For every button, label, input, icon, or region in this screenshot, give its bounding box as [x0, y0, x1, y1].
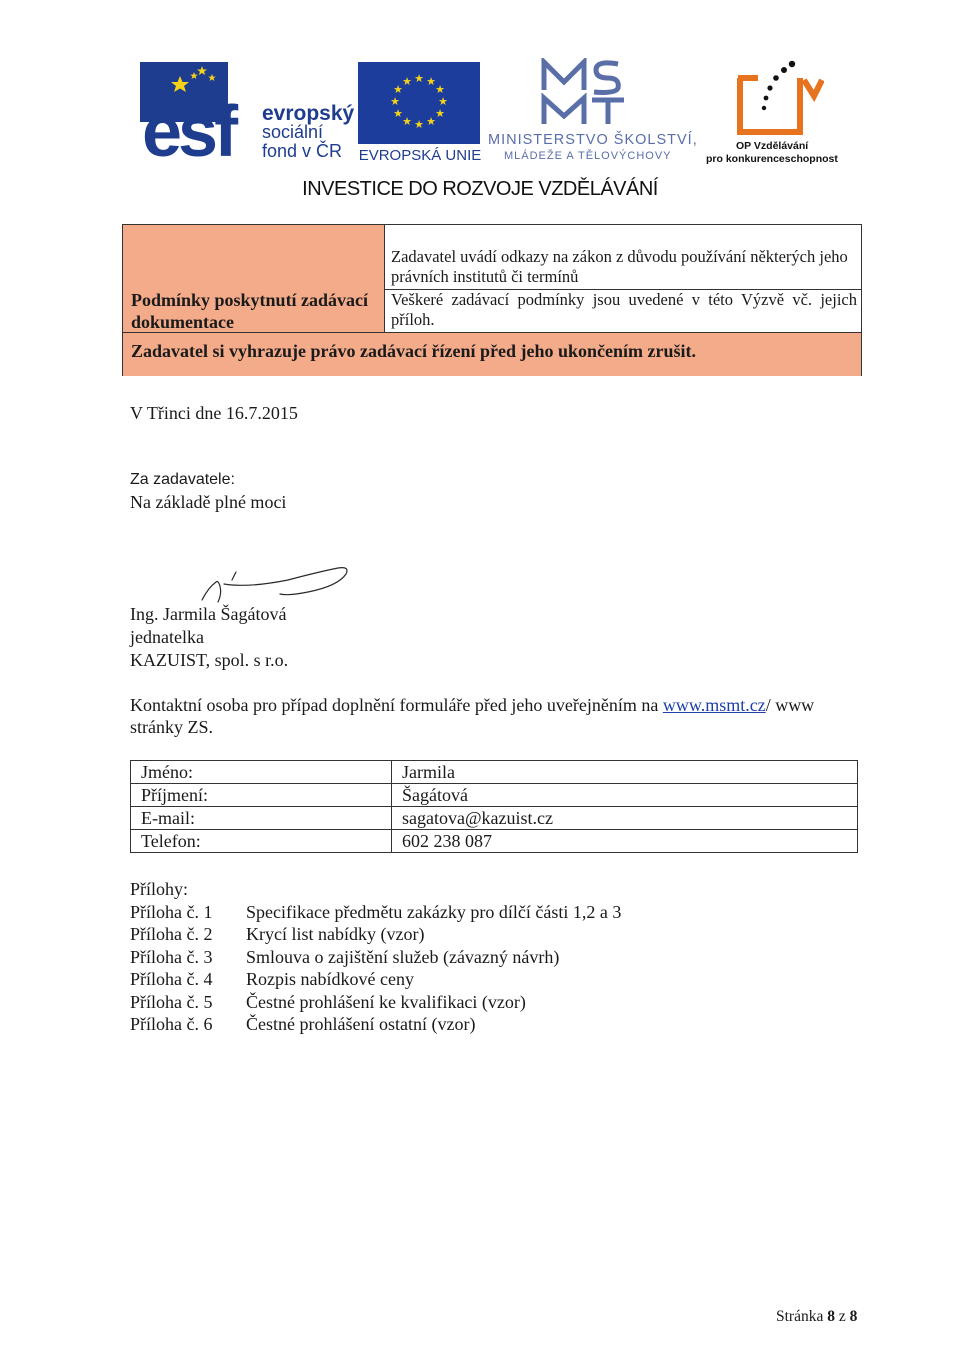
svg-text:★: ★ [414, 72, 424, 85]
eu-logo [358, 62, 482, 162]
contact-intro [130, 694, 862, 738]
table-row [131, 784, 858, 807]
op-line-1: OP Vzdělávání [736, 140, 809, 152]
svg-text:★: ★ [390, 95, 400, 108]
msmt-link[interactable]: www.msmt.cz [662, 695, 766, 715]
attachment-text: Čestné prohlášení ostatní (vzor) [246, 1014, 476, 1034]
contact-value: Šagátová [392, 784, 858, 807]
place-date: V Třinci dne 16.7.2015 [130, 403, 298, 423]
attachment-label: Příloha č. 5 [130, 991, 213, 1012]
attachment-text: Čestné prohlášení ke kvalifikaci (vzor) [246, 991, 526, 1012]
svg-text:★: ★ [393, 107, 403, 120]
attachment-text: Smlouva o zajištění služeb (závazný návrh) [246, 946, 560, 967]
attachment-text: Krycí list nabídky (vzor) [246, 924, 425, 944]
conditions-footer-cell [123, 332, 861, 376]
attachment-label: Příloha č. 2 [130, 924, 213, 944]
attachment-label: Příloha č. 6 [130, 1014, 213, 1034]
svg-text:★: ★ [426, 75, 436, 88]
msmt-line-1: MINISTERSTVO ŠKOLSTVÍ, [488, 132, 698, 148]
eu-label: EVROPSKÁ UNIE [358, 147, 482, 164]
signatory-name: Ing. Jarmila Šagátová [130, 604, 287, 624]
attachment-label: Příloha č. 1 [130, 901, 213, 922]
page-footer-prefix: Stránka [776, 1308, 828, 1325]
conditions-table [122, 224, 862, 376]
esf-line-3: fond v ČR [262, 141, 343, 161]
list-item [130, 901, 621, 924]
esf-line-2: sociální [262, 122, 324, 142]
contact-label: E-mail: [131, 807, 392, 830]
eu-flag-icon [358, 62, 480, 144]
op-line-2: pro konkurenceschopnost [706, 153, 838, 165]
page-number: 8 [827, 1308, 835, 1325]
contact-label: Jméno: [131, 761, 392, 784]
attachment-text: Specifikace předmětu zakázky pro dílčí části 1,2 a 3 [246, 901, 622, 922]
esf-logo [140, 62, 355, 172]
page-total: 8 [849, 1308, 858, 1325]
attachment-label: Příloha č. 3 [130, 946, 213, 967]
conditions-label: Podmínky poskytnutí zadávací dokumentace [131, 290, 369, 332]
attachment-text: Rozpis nabídkové ceny [246, 969, 414, 989]
contact-value: Jarmila [392, 761, 858, 784]
contact-label: Příjmení: [131, 784, 392, 807]
for-contracting-label: Za zadavatele: [130, 471, 235, 488]
op-logo [704, 58, 874, 164]
list-item [130, 946, 621, 969]
headline: INVESTICE DO ROZVOJE VZDĚLÁVÁNÍ [302, 178, 658, 200]
contact-table [130, 760, 858, 853]
esf-caption [262, 104, 354, 161]
conditions-note-1: Zadavatel uvádí odkazy na zákon z důvodu používání některých jeho právních institutů či termínů [391, 247, 848, 286]
svg-text:★: ★ [438, 95, 448, 108]
attachments-title: Přílohy: [130, 879, 189, 899]
contact-intro-text: Kontaktní osoba pro případ doplnění formuláře před jeho uveřejněním na [130, 695, 663, 715]
conditions-label-cell [123, 225, 385, 333]
table-row [131, 807, 858, 830]
attachments-list [130, 878, 621, 1036]
contact-label: Telefon: [131, 830, 392, 853]
svg-text:★: ★ [426, 115, 436, 128]
signatory-role: jednatelka [130, 627, 204, 647]
list-item [130, 1013, 621, 1036]
msmt-monogram-icon [538, 58, 628, 128]
svg-text:★: ★ [393, 83, 403, 96]
table-row [131, 830, 858, 853]
contact-intro-tail: / www stránky ZS. [130, 695, 815, 737]
list-item [130, 991, 621, 1014]
conditions-footer: Zadavatel si vyhrazuje právo zadávací řízení před jeho ukončením zrušit. [131, 341, 696, 361]
contact-phone: 602 238 087 [392, 830, 858, 853]
op-emblem-icon [734, 58, 824, 138]
attachment-label: Příloha č. 4 [130, 969, 213, 989]
svg-text:★: ★ [414, 118, 424, 131]
list-item [130, 968, 621, 991]
page-footer [776, 1308, 857, 1326]
conditions-note-2: Veškeré zadávací podmínky jsou uvedené v této Výzvě vč. jejich příloh. [391, 290, 857, 329]
esf-line-1: evropský [262, 102, 355, 125]
svg-text:★: ★ [402, 75, 412, 88]
power-of-attorney: Na základě plné moci [130, 492, 287, 512]
table-row [131, 761, 858, 784]
svg-text:★: ★ [435, 83, 445, 96]
signatory-company: KAZUIST, spol. s r.o. [130, 650, 289, 670]
esf-mark: esf [142, 92, 235, 172]
list-item [130, 923, 621, 946]
msmt-logo [488, 58, 698, 162]
msmt-line-2: MLÁDEŽE A TĚLOVÝCHOVY [504, 150, 672, 162]
svg-text:★: ★ [435, 107, 445, 120]
contact-email: sagatova@kazuist.cz [392, 807, 858, 830]
svg-text:★: ★ [402, 115, 412, 128]
page-footer-middle: z [834, 1308, 850, 1325]
